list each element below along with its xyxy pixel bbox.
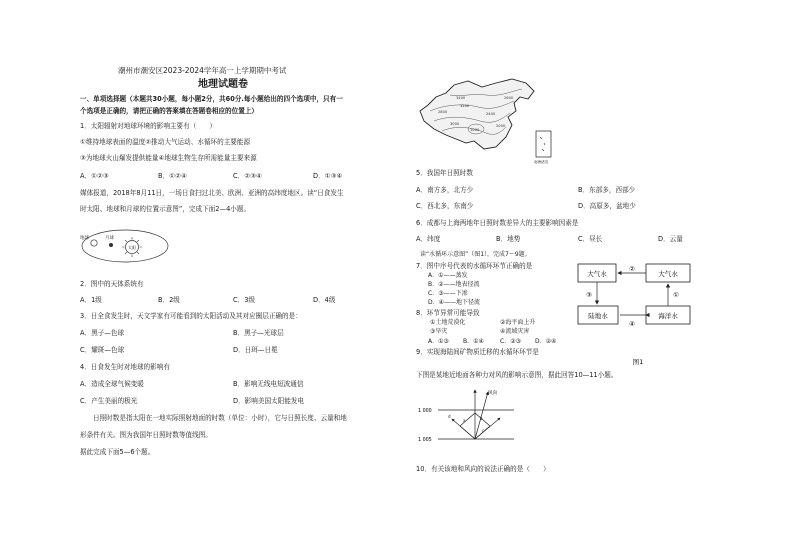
- svg-text:2800: 2800: [438, 110, 448, 114]
- q1-choice-c: C．②③④: [233, 172, 262, 180]
- q1-options-line1: ①维持地球表面的温度②推动大气运动、水循环的主要能源: [80, 138, 251, 146]
- arrow-4-label: ④: [629, 320, 635, 328]
- q2-choice-c: C．3级: [233, 296, 255, 304]
- q5-choice-a: A．南方多，北方少: [416, 186, 474, 194]
- q3-stem: 3．日全食发生时，天文学家有可能看到的太阳活动及其对应圈层正确的是：: [80, 312, 302, 320]
- section-intro-line2: 个选项是正确的，请把正确的答案填在答题卷相应的位置上）: [80, 107, 259, 115]
- q3-choice-c: C．耀斑—色球: [80, 346, 125, 354]
- q8-item-4: ④流域灾害: [500, 328, 530, 335]
- q3-choice-a: A．黑子—色球: [80, 329, 125, 337]
- q9-stem: 9．实现海陆间矿物质迁移的水循环环节是: [416, 348, 539, 356]
- q4-stem: 4．日食发生时对地球的影响有: [80, 363, 170, 371]
- q7-stem: 7．图中序号代表的水循环环节正确的是: [416, 262, 533, 270]
- earth-label: 地球: [80, 236, 89, 241]
- svg-text:a: a: [463, 418, 466, 423]
- water-cycle-diagram: [574, 260, 706, 372]
- q8-stem: 8．环节异常可能导致: [416, 309, 480, 317]
- coriolis-force: [475, 418, 500, 439]
- moon-label: 月球: [105, 236, 114, 241]
- q1-stem: 1．太阳辐射对地球环境的影响主要有（ ）: [80, 122, 217, 130]
- q1-choice-d: D．①③④: [313, 172, 343, 180]
- q6-choice-b: B．地势: [496, 235, 521, 243]
- svg-text:2000: 2000: [496, 124, 506, 128]
- q7-option-a: A．①——蒸发: [428, 272, 468, 279]
- isobar-1000-label: 1 000: [418, 409, 432, 414]
- q4-choice-c: C．产生美丽的极光: [80, 397, 138, 405]
- south-china-sea-inset: [536, 131, 551, 157]
- sun-label: 太阳: [128, 245, 136, 250]
- moon-icon: [109, 243, 113, 247]
- passage2-line1: 日照时数是指太阳在一地实际照射地面的时数（单位：小时），它与日照长度、云量和地: [93, 414, 347, 422]
- passage1-line2: 时太阳、地球和月球的位置示意图”，完成下面2—4小题。: [80, 205, 251, 213]
- exam-title: 潮州市潮安区2023-2024学年高一上学期期中考试: [118, 66, 287, 75]
- q1-choice-a: A．①②③: [80, 172, 109, 180]
- passage2-line2: 形条件有关。图为我国年日照时数等值线图。: [80, 431, 212, 439]
- box-ocean-label: 海洋水: [658, 312, 678, 320]
- passage2-line3: 据此完成下面5—6个题。: [80, 448, 155, 456]
- figure-1-caption: 图1: [632, 358, 644, 366]
- q8-choice-a: A．①③: [428, 338, 449, 345]
- q5-choice-c: C．西北多，东南少: [416, 202, 474, 210]
- isobar-1005-label: 1 005: [418, 438, 432, 443]
- q2-stem: 2．图中的天体系统有: [80, 280, 144, 288]
- q2-choice-d: D．4级: [313, 296, 336, 304]
- arrow-1-label: ①: [673, 291, 679, 299]
- q1-options-line2: ③为地球火山爆发提供能量④地球生物生存所需能量主要来源: [80, 154, 257, 162]
- box-land-label: 陆地水: [588, 312, 608, 320]
- svg-text:3400: 3400: [456, 96, 466, 100]
- svg-text:b: b: [480, 416, 483, 421]
- svg-text:1000: 1000: [470, 128, 480, 132]
- box-atmosphere-label-right: 大气水: [658, 270, 678, 278]
- svg-text:3200: 3200: [460, 104, 470, 108]
- passage1-line1: 媒体报道，2018年8月11日，一场日食扫过北美、欧洲、亚洲的高纬度地区。读“日食发生: [80, 189, 344, 197]
- q6-choice-c: C．昼长: [578, 235, 603, 243]
- eclipse-diagram: [80, 226, 170, 266]
- china-outline: [420, 79, 534, 149]
- q3-choice-b: B．黑子—光球层: [233, 329, 284, 337]
- wind-direction-label: 风向: [488, 391, 498, 396]
- q2-choice-a: A．1级: [80, 296, 102, 304]
- q4-choice-a: A．造成全球气候变暖: [80, 380, 144, 388]
- q7-option-c: C．③——下渗: [428, 290, 468, 297]
- svg-text:2400: 2400: [486, 112, 496, 116]
- box-atmosphere-label-left: 大气水: [587, 270, 607, 278]
- china-sunshine-map: [416, 77, 566, 165]
- section-intro-line1: 一、单项选择题（本题共30小题，每小题2分，共60分.每小题给出的四个选项中，只有一: [80, 95, 343, 103]
- q8-choice-b: B．①④: [463, 338, 484, 345]
- passage3-line1: 读“水循环示意图”（图1），完成7～9题。: [420, 251, 531, 258]
- passage4-line1: 下图是某地近地面各种力对风的影响示意图，据此回答10—11小题。: [416, 371, 618, 379]
- arrow-2-label: ②: [629, 265, 635, 273]
- q7-option-d: D．④——地下径流: [428, 299, 480, 306]
- q5-stem: 5．我国年日照时数: [416, 169, 473, 177]
- q8-choice-c: C．②③: [500, 338, 521, 345]
- subject-title: 地理试题卷: [198, 79, 248, 90]
- q8-item-1: ①土地荒漠化: [430, 319, 466, 326]
- svg-text:2600: 2600: [504, 96, 514, 100]
- q5-choice-b: B．东部多，西部少: [578, 186, 636, 194]
- q7-option-b: B．②——地表径流: [428, 281, 480, 288]
- q4-choice-d: D．影响美国太阳能发电: [233, 397, 305, 405]
- q4-choice-b: B．影响无线电短波通信: [233, 380, 304, 388]
- q8-item-3: ③旱灾: [430, 328, 448, 335]
- svg-text:d: d: [448, 414, 451, 419]
- q6-stem: 6．成都与上海两地年日照时数差异大的主要影响因素是: [416, 219, 579, 227]
- q10-stem: 10．有关该地和风向的说法正确的是（ ）: [416, 465, 550, 473]
- q5-choice-d: D．高原多，盆地少: [578, 202, 636, 210]
- q3-choice-d: D．日珥—日冕: [233, 346, 278, 354]
- q1-choice-b: B．①②④: [158, 172, 187, 180]
- arrow-3-label: ③: [586, 291, 592, 299]
- q8-choice-d: D．②④: [535, 338, 557, 345]
- inset-label: 南海诸岛: [534, 160, 549, 164]
- svg-text:c: c: [482, 428, 485, 433]
- q6-choice-d: D．云量: [658, 235, 683, 243]
- q6-choice-a: A．纬度: [416, 235, 441, 243]
- wind-force-diagram: [418, 388, 548, 452]
- q2-choice-b: B．2级: [158, 296, 180, 304]
- svg-text:3000: 3000: [450, 122, 460, 126]
- q8-item-2: ②海平面上升: [500, 319, 536, 326]
- earth-icon: [91, 240, 97, 246]
